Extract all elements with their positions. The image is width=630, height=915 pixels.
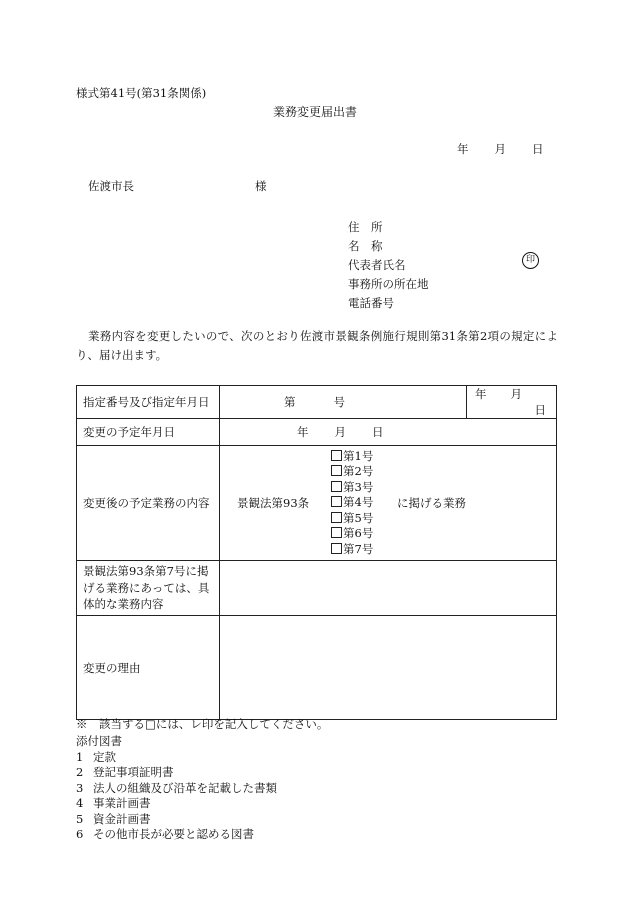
checkbox-note: ※ 該当する□には、レ印を記入してください。: [76, 717, 329, 731]
applicant-office-location-label: 事務所の所在地: [348, 277, 429, 291]
checkbox-item-4[interactable]: [331, 495, 395, 510]
date-month: 月: [494, 142, 506, 156]
designation-month: 月: [510, 387, 522, 401]
planned-year: 年: [297, 425, 309, 439]
item-text: 登記事項証明書: [93, 765, 174, 779]
table-row: [77, 386, 557, 419]
item-number: 1: [76, 749, 84, 764]
table-row: [77, 419, 557, 446]
item-text: 事業計画書: [93, 796, 151, 810]
checkbox-label: 第1号: [343, 449, 374, 464]
item-number: 2: [76, 765, 84, 779]
list-item: [76, 781, 277, 797]
item-number: 4: [76, 796, 84, 810]
checkbox-icon[interactable]: [331, 543, 342, 554]
document-title: 業務変更届出書: [272, 105, 357, 119]
form-number: 様式第41号(第31条関係): [76, 86, 207, 100]
item-text: 定款: [93, 749, 116, 764]
list-item: [76, 827, 277, 843]
list-item: [76, 796, 277, 812]
item-number: 5: [76, 811, 84, 826]
list-item: [76, 750, 277, 766]
item-text: 資金計画書: [93, 811, 151, 826]
planned-day: 日: [372, 425, 384, 439]
specific-business-field[interactable]: [220, 561, 557, 616]
item-text: その他市長が必要と認める図書: [93, 827, 254, 841]
planned-month: 月: [334, 425, 346, 439]
attachments-title: 添付図書: [76, 734, 122, 748]
attachments-list: [76, 734, 277, 843]
checkbox-label: 第7号: [343, 541, 374, 556]
change-reason-label: 変更の理由: [77, 616, 220, 720]
list-item: [76, 765, 277, 781]
item-text: 法人の組織及び沿革を記載した書類: [93, 780, 277, 795]
business-suffix: に掲げる業務: [397, 496, 466, 510]
planned-change-date-cell[interactable]: [220, 419, 557, 446]
designation-number-cell[interactable]: [220, 386, 467, 419]
applicant-name-label: 名 称: [348, 239, 383, 253]
checkbox-label: 第4号: [343, 495, 374, 510]
submission-date: [457, 144, 544, 156]
checkbox-icon[interactable]: [331, 512, 342, 523]
checkbox-icon[interactable]: [331, 481, 342, 492]
seal-icon: 印: [522, 252, 539, 269]
law-article: 景観法第93条: [237, 496, 310, 510]
specific-business-label: 景観法第93条第7号に掲げる業務にあっては、具体的な業務内容: [77, 561, 220, 616]
item-number: 3: [76, 780, 84, 795]
item-number: 6: [76, 827, 84, 841]
checkbox-icon[interactable]: [331, 527, 342, 538]
dai-label: 第: [284, 395, 296, 409]
date-day: 日: [532, 142, 544, 156]
table-row: [77, 616, 557, 720]
applicant-fields: [348, 218, 429, 313]
checkbox-label: 第3号: [343, 479, 374, 494]
designation-year: 年: [475, 387, 487, 401]
checkbox-icon[interactable]: [331, 496, 342, 507]
applicant-address-label: 住 所: [348, 220, 383, 234]
applicant-phone-label: 電話番号: [348, 296, 394, 310]
designation-label: 指定番号及び指定年月日: [77, 386, 220, 419]
form-table: [76, 385, 557, 720]
checkbox-item-7[interactable]: [331, 542, 395, 557]
addressee-honorific: 様: [255, 179, 267, 193]
table-row: [77, 561, 557, 616]
checkbox-item-1[interactable]: [331, 449, 395, 464]
date-year: 年: [457, 142, 469, 156]
go-label: 号: [333, 395, 345, 409]
checkbox-label: 第2号: [343, 464, 374, 479]
designation-day: 日: [534, 403, 546, 417]
planned-change-date-label: 変更の予定年月日: [77, 419, 220, 446]
article-checkbox-list: [331, 449, 395, 557]
checkbox-label: 第5号: [343, 510, 374, 525]
planned-business-label: 変更後の予定業務の内容: [77, 446, 220, 561]
applicant-representative-label: 代表者氏名: [348, 258, 406, 272]
table-row: [77, 446, 557, 561]
list-item: [76, 812, 277, 828]
designation-date-cell[interactable]: [467, 386, 557, 419]
checkbox-item-2[interactable]: [331, 464, 395, 479]
planned-business-cell: [220, 446, 557, 561]
checkbox-item-6[interactable]: [331, 526, 395, 541]
intro-paragraph: 業務内容を変更したいので、次のとおり佐渡市景観条例施行規則第31条第2項の規定により、届け出ます。: [76, 329, 558, 362]
checkbox-icon[interactable]: [331, 465, 342, 476]
checkbox-label: 第6号: [343, 526, 374, 541]
checkbox-item-3[interactable]: [331, 480, 395, 495]
change-reason-field[interactable]: [220, 616, 557, 720]
checkbox-icon[interactable]: [331, 450, 342, 461]
addressee-name: 佐渡市長: [88, 179, 134, 193]
checkbox-item-5[interactable]: [331, 511, 395, 526]
